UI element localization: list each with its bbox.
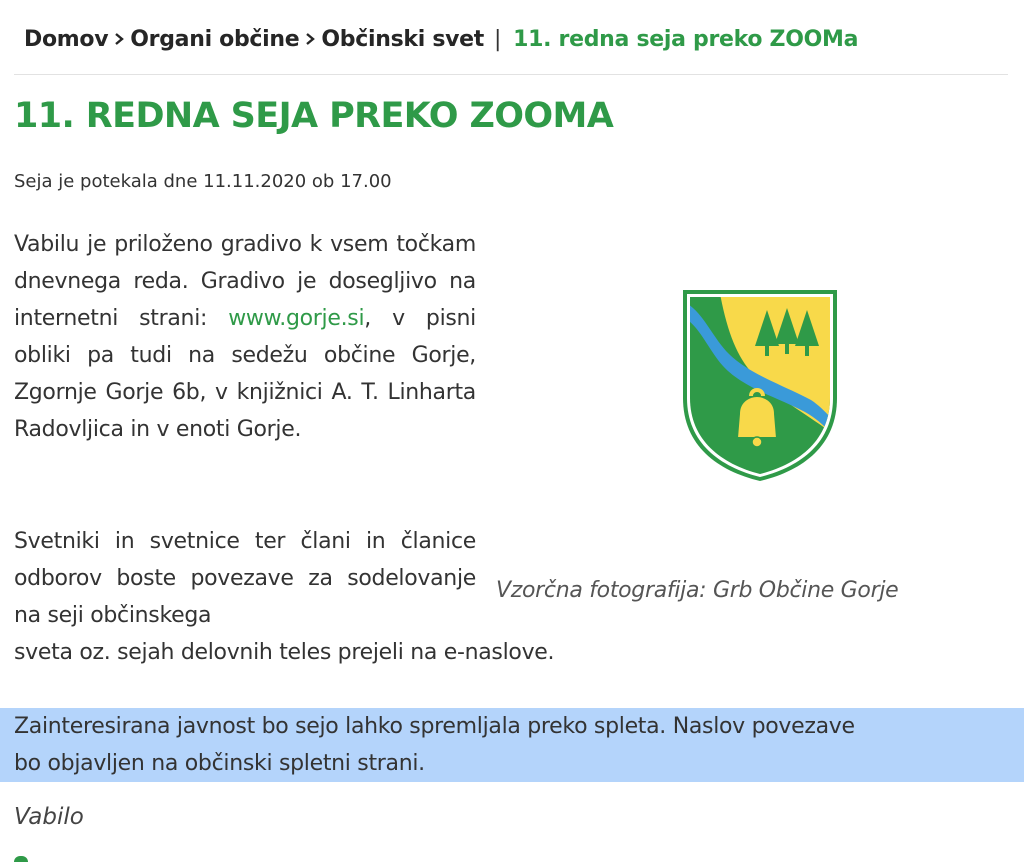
breadcrumb-obcinski-svet[interactable]: Občinski svet — [321, 26, 484, 52]
paragraph-public: Zainteresirana javnost bo sejo lahko spremljala preko spleta. Naslov povezave — [14, 714, 855, 739]
paragraph-public-line2: bo objavljen na občinski spletni strani. — [14, 751, 425, 776]
breadcrumb-pipe: | — [494, 26, 502, 52]
header-divider — [14, 74, 1008, 75]
coat-of-arms-icon — [681, 288, 839, 482]
document-icon — [14, 856, 28, 862]
paragraph-councillors-tail: sveta oz. sejah delovnih teles prejeli na e-naslove. — [14, 640, 555, 665]
invitation-link[interactable]: Vabilo — [14, 804, 84, 830]
page-title: 11. REDNA SEJA PREKO ZOOMA — [14, 96, 614, 136]
breadcrumb-current: 11. redna seja preko ZOOMa — [513, 26, 859, 52]
paragraph-text: Vabilu je priloženo gradivo k vsem točkam dnevnega reda. Gradivo je dosegljivo na internetni strani: — [14, 232, 476, 331]
image-caption: Vzorčna fotografija: Grb Občine Gorje — [496, 578, 899, 603]
breadcrumb — [24, 22, 858, 56]
website-link[interactable]: www.gorje.si — [228, 306, 365, 331]
session-date: Seja je potekala dne 11.11.2020 ob 17.00 — [14, 171, 392, 192]
chevron-right-icon — [108, 32, 130, 46]
paragraph-councillors: Svetniki in svetnice ter člani in članice odborov boste povezave za sodelovanje na seji občinskega — [14, 529, 476, 628]
paragraph-text: , v pisni obliki pa tudi na sedežu občine Gorje, Zgornje Gorje 6b, v knjižnici A. T. Linharta Radovljica in v enoti Gorje. — [14, 306, 476, 442]
breadcrumb-organi-obcine[interactable]: Organi občine — [130, 26, 300, 52]
paragraph-materials — [14, 226, 476, 448]
chevron-right-icon — [299, 32, 321, 46]
breadcrumb-home[interactable]: Domov — [24, 26, 109, 52]
